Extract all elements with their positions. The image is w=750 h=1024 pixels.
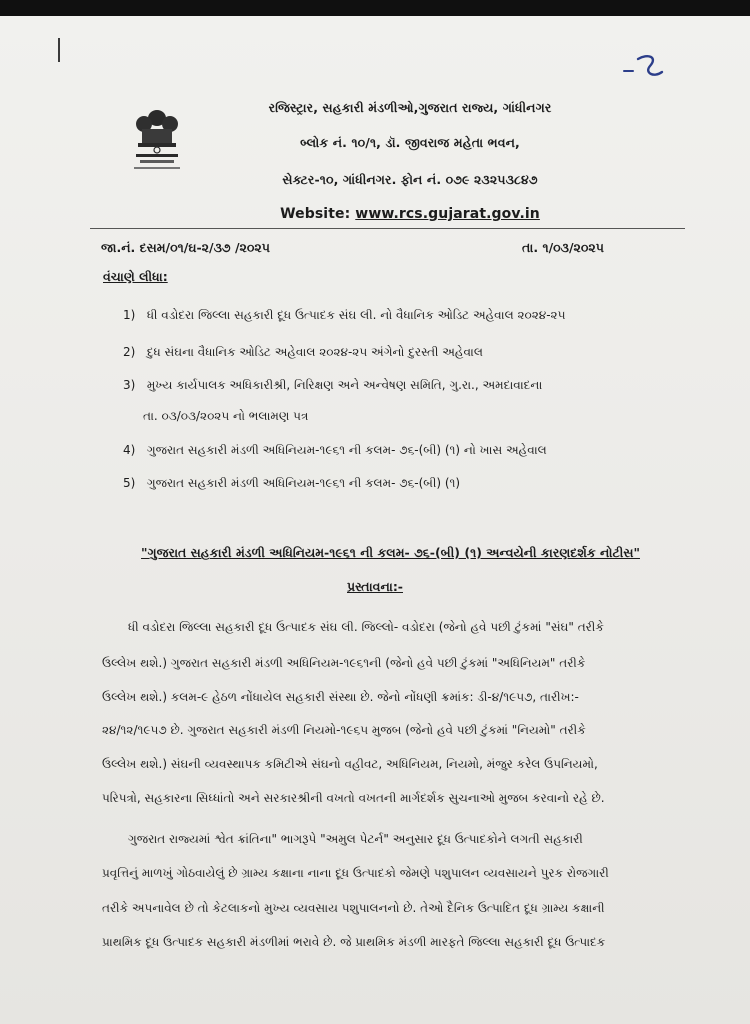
website-label: Website: — [280, 206, 351, 222]
reference-number-label: 3) — [123, 378, 136, 392]
website-link[interactable]: www.rcs.gujarat.gov.in — [355, 206, 540, 222]
read-references-heading: વંચાણે લીધા: — [103, 269, 168, 284]
office-name: રજિસ્ટ્રાર, સહકારી મંડળીઓ,ગુજરાત રાજ્ય, ગાંધીનગર — [268, 100, 552, 115]
paragraph-line: પ્રવૃત્તિનું માળખું ગોઠવાયેલું છે ગ્રામ્ય કક્ષાના નાના દૂધ ઉત્પાદકો જેમણે પશુપાલન વ્યવસાયને પુરક રોજગારી — [102, 866, 609, 880]
handwritten-page-mark — [620, 52, 668, 82]
reference-item — [123, 345, 483, 360]
reference-number-label: 5) — [123, 476, 136, 490]
paragraph-line: ઉલ્લેખ થશે.) કલમ-૯ હેઠળ નોંધાયેલ સહકારી સંસ્થા છે. જેનો નોંધણી ક્રમાંક: ડી-૪/૧૯૫૭, તારીખ:- — [102, 690, 579, 704]
paragraph-line: તરીકે અપનાવેલ છે તો કેટલાકનો મુખ્ય વ્યવસાય પશુપાલનનો છે. તેઓ દૈનિક ઉત્પાદિત દૂધ ગ્રામ્ય કક્ષાની — [102, 901, 605, 915]
top-black-bar — [0, 0, 750, 16]
notice-title: "ગુજરાત સહકારી મંડળી અધિનિયમ-૧૯૬૧ ની કલમ- ૭૬-(બી) (૧) અન્વયેની કારણદર્શક નોટીસ" — [141, 545, 640, 560]
paragraph-line: ઉલ્લેખ થશે.) સંઘની વ્યવસ્થાપક કમિટીએ સંઘનો વહીવટ, અધિનિયમ, નિયમો, મંજુર કરેલ ઉપનિયમો, — [102, 757, 598, 771]
reference-text: મુખ્ય કાર્યપાલક અધિકારીશ્રી, નિરિક્ષણ અને અન્વેષણ સમિતિ, ગુ.રા., અમદાવાદના — [146, 378, 543, 392]
preamble-heading: પ્રસ્તાવના:- — [347, 579, 403, 594]
reference-number: જા.નં. દસમ/૦૧/ઘ-૨/૩૭ /૨૦૨૫ — [101, 240, 270, 255]
reference-number-label: 2) — [123, 345, 136, 359]
paragraph-line: ધી વડોદરા જિલ્લા સહકારી દૂધ ઉત્પાદક સંઘ લી. જિલ્લો- વડોદરા (જેનો હવે પછી ટુંકમાં "સંઘ" તરીકે — [128, 620, 604, 634]
reference-text: ગુજરાત સહકારી મંડળી અધિનિયમ-૧૯૬૧ ની કલમ- ૭૬-(બી) (૧) નો ખાસ અહેવાલ — [146, 443, 547, 457]
reference-text: ગુજરાત સહકારી મંડળી અધિનિયમ-૧૯૬૧ ની કલમ- ૭૬-(બી) (૧) — [146, 476, 461, 490]
reference-text: દુધ સંઘના વૈધાનિક ઓડિટ અહેવાલ ૨૦૨૪-૨૫ અંગેનો દુરસ્તી અહેવાલ — [146, 345, 483, 359]
paragraph-line: પ્રાથમિક દૂધ ઉત્પાદક સહકારી મંડળીમાં ભરાવે છે. જે પ્રાથમિક મંડળી મારફતે જિલ્લા સહકારી દૂધ ઉત્પાદક — [102, 935, 606, 949]
paragraph-line: ગુજરાત રાજ્યમાં શ્વેત ક્રાંતિના" ભાગરૂપે "અમુલ પેટર્ન" અનુસાર દૂધ ઉત્પાદકોને લગતી સહકારી — [128, 832, 583, 846]
office-address-line1: બ્લોક નં. ૧૦/૧, ડૉ. જીવરાજ મહેતા ભવન, — [300, 135, 520, 150]
margin-mark — [58, 38, 60, 62]
header-divider — [90, 228, 685, 229]
reference-item — [123, 476, 460, 491]
paragraph-line: પરિપત્રો, સહકારના સિધ્ધાંતો અને સરકારશ્રીની વખતો વખતની માર્ગદર્શક સુચનાઓ મુજબ કરવાનો રહે છે. — [102, 791, 605, 805]
paragraph-line: ઉલ્લેખ થશે.) ગુજરાત સહકારી મંડળી અધિનિયમ-૧૯૬૧ની (જેનો હવે પછી ટુંકમાં "અધિનિયમ" તરીકે — [102, 656, 586, 670]
reference-number-label: 1) — [123, 308, 136, 322]
reference-item — [123, 443, 547, 458]
state-emblem-icon — [122, 104, 192, 174]
office-address-line2: સેક્ટર-૧૦, ગાંધીનગર. ફોન નં. ૦૭૯ ૨૩૨૫૩૮૪૭ — [282, 172, 538, 187]
website-line — [200, 206, 620, 222]
reference-item — [123, 308, 565, 323]
reference-item — [123, 378, 542, 393]
document-date: તા. ૧/૦૩/૨૦૨૫ — [522, 240, 604, 255]
reference-number-label: 4) — [123, 443, 136, 457]
reference-continuation: તા. ૦૩/૦૩/૨૦૨૫ નો ભલામણ પત્ર — [143, 409, 309, 423]
paragraph-line: ૨૪/૧૨/૧૯૫૭ છે. ગુજરાત સહકારી મંડળી નિયમો-૧૯૬૫ મુજબ (જેનો હવે પછી ટુંકમાં "નિયમો" તરીકે — [102, 723, 586, 737]
reference-text: ધી વડોદરા જિલ્લા સહકારી દૂધ ઉત્પાદક સંઘ લી. નો વૈધાનિક ઓડિટ અહેવાલ ૨૦૨૪-૨૫ — [146, 308, 566, 322]
